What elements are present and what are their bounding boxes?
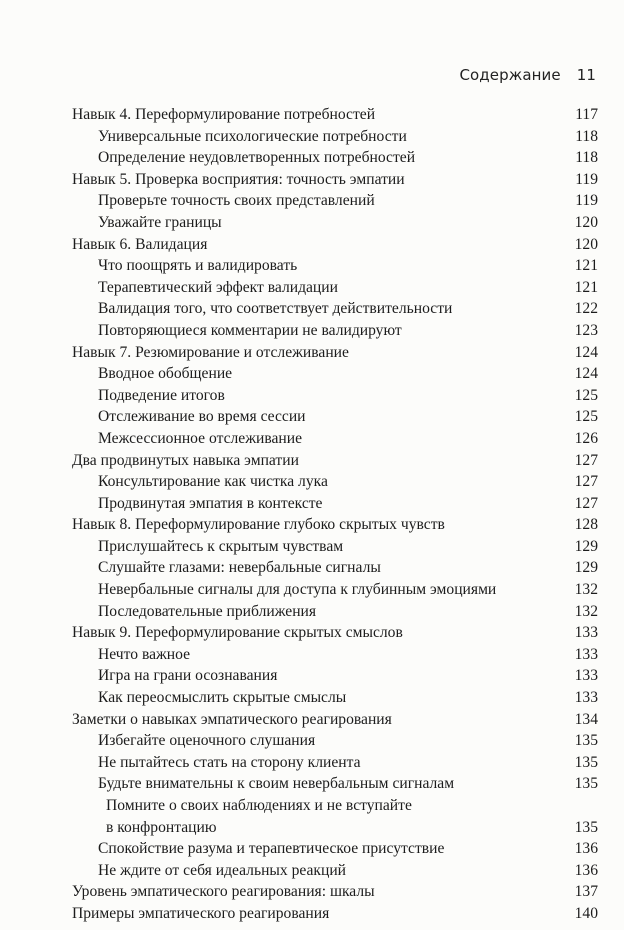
toc-section-entry	[72, 104, 598, 126]
toc-entry-page: 124	[574, 365, 598, 383]
toc-entry-title: Навык 4. Переформулирование потребностей	[72, 106, 376, 123]
toc-entry-title: Как переосмыслить скрытые смыслы	[98, 689, 347, 707]
toc-entry-page: 136	[574, 861, 598, 879]
toc-subsection-entry	[72, 687, 598, 709]
toc-entry-title: Консультирование как чистка лука	[98, 473, 328, 491]
toc-entry-title: Два продвинутых навыка эмпатии	[72, 451, 299, 469]
toc-entry-page: 135	[574, 775, 598, 793]
toc-entry-title: Нечто важное	[98, 645, 191, 663]
toc-entry-page: 121	[574, 278, 598, 296]
toc-section-entry	[72, 234, 598, 256]
toc-entry-page: 125	[574, 408, 598, 426]
toc-subsection-entry	[72, 579, 598, 601]
toc-subsection-entry	[72, 838, 598, 860]
toc-entry-title: Навык 8. Переформулирование глубоко скрытых чувств	[72, 516, 445, 534]
toc-section-entry	[72, 169, 598, 191]
toc-entry-page: 129	[574, 559, 598, 577]
toc-section-entry	[72, 342, 598, 364]
toc-entry-title: Последовательные приближения	[98, 602, 317, 620]
toc-entry-title: Примеры эмпатического реагирования	[72, 904, 330, 922]
toc-subsection-entry	[72, 665, 598, 687]
toc-subsection-entry	[72, 320, 598, 342]
toc-entry-page: 133	[574, 689, 598, 707]
toc-entry-page: 122	[574, 300, 598, 318]
toc-subsection-entry	[72, 190, 598, 212]
page-number: 11	[576, 66, 596, 84]
toc-entry-page: 133	[574, 667, 598, 685]
toc-section-entry	[72, 450, 598, 472]
toc-entry-page: 132	[574, 602, 598, 620]
toc-section-entry	[72, 709, 598, 731]
toc-entry-page: 120	[574, 213, 598, 231]
toc-entry-title: Вводное обобщение	[98, 365, 233, 383]
toc-subsection-entry	[72, 601, 598, 623]
toc-subsection-entry	[72, 385, 598, 407]
toc-entry-page: 127	[574, 494, 598, 512]
toc-subsection-entry	[72, 860, 598, 882]
toc-entry-title: Что поощрять и валидировать	[98, 257, 298, 275]
toc-entry-page: 137	[574, 883, 598, 901]
toc-entry-title: Навык 7. Резюмирование и отслеживание	[72, 343, 349, 361]
toc-entry-page: 127	[574, 473, 598, 491]
toc-subsection-entry	[72, 493, 598, 515]
toc-entry-title: Навык 5. Проверка восприятия: точность эмпатии	[72, 170, 405, 188]
toc-subsection-entry	[72, 255, 598, 277]
toc-entry-page: 134	[574, 710, 598, 728]
toc-entry-page: 124	[574, 343, 598, 361]
toc-entry-title: Избегайте оценочного слушания	[98, 732, 316, 750]
toc-entry-page: 123	[574, 321, 598, 339]
toc-entry-title: Игра на грани осознавания	[98, 667, 278, 685]
section-title: Содержание	[459, 66, 561, 84]
toc-subsection-entry	[72, 644, 598, 666]
toc-entry-page: 125	[574, 386, 598, 404]
table-of-contents	[72, 104, 598, 925]
toc-entry-page: 126	[574, 429, 598, 447]
toc-entry-title: Заметки о навыках эмпатического реагирования	[72, 710, 392, 728]
toc-subsection-entry	[72, 795, 598, 838]
toc-subsection-entry	[72, 752, 598, 774]
toc-subsection-entry	[72, 126, 598, 148]
toc-entry-title: Не пытайтесь стать на сторону клиента	[98, 753, 361, 771]
toc-subsection-entry	[72, 471, 598, 493]
toc-entry-title: Прислушайтесь к скрытым чувствам	[98, 537, 344, 555]
toc-subsection-entry	[72, 147, 598, 169]
toc-entry-title: Невербальные сигналы для доступа к глубинным эмоциями	[98, 581, 497, 599]
toc-subsection-entry	[72, 298, 598, 320]
toc-entry-page: 118	[575, 149, 598, 167]
toc-entry-title: Повторяющиеся комментарии не валидируют	[98, 321, 402, 339]
running-head	[459, 66, 596, 84]
toc-entry-title: Валидация того, что соответствует действительности	[98, 300, 453, 318]
toc-entry-page: 118	[575, 127, 598, 145]
toc-entry-page: 135	[574, 818, 598, 836]
toc-subsection-entry	[72, 277, 598, 299]
toc-entry-title: Терапевтический эффект валидации	[98, 278, 338, 296]
toc-entry-title: Отслеживание во время сессии	[98, 408, 306, 426]
toc-entry-page: 121	[574, 257, 598, 275]
toc-entry-title: Подведение итогов	[98, 386, 225, 404]
toc-entry-page: 132	[574, 581, 598, 599]
toc-entry-page: 119	[575, 170, 598, 188]
toc-section-entry	[72, 622, 598, 644]
toc-entry-page: 127	[574, 451, 598, 469]
toc-entry-title: Межсессионное отслеживание	[98, 429, 303, 447]
toc-entry-title: Помните о своих наблюдениях и не вступайте в конфронтацию	[106, 797, 412, 836]
toc-entry-page: 129	[574, 537, 598, 555]
toc-subsection-entry	[72, 557, 598, 579]
toc-entry-title: Уровень эмпатического реагирования: шкалы	[72, 883, 375, 901]
toc-section-entry	[72, 514, 598, 536]
toc-subsection-entry	[72, 730, 598, 752]
toc-entry-page: 135	[574, 753, 598, 771]
toc-entry-page: 128	[574, 516, 598, 534]
toc-entry-title: Будьте внимательны к своим невербальным сигналам	[98, 775, 455, 793]
toc-entry-title: Продвинутая эмпатия в контексте	[98, 494, 323, 512]
toc-entry-title: Навык 9. Переформулирование скрытых смыслов	[72, 624, 403, 642]
toc-entry-page: 133	[574, 645, 598, 663]
toc-subsection-entry	[72, 773, 598, 795]
toc-subsection-entry	[72, 406, 598, 428]
toc-subsection-entry	[72, 212, 598, 234]
toc-subsection-entry	[72, 363, 598, 385]
toc-entry-title: Проверьте точность своих представлений	[98, 192, 375, 210]
toc-entry-page: 140	[574, 904, 598, 922]
toc-entry-page: 133	[574, 624, 598, 642]
toc-entry-title: Спокойствие разума и терапевтическое присутствие	[98, 840, 445, 858]
toc-entry-title: Универсальные психологические потребности	[98, 127, 407, 145]
toc-section-entry	[72, 881, 598, 903]
toc-entry-page: 135	[574, 732, 598, 750]
toc-entry-page: 120	[574, 235, 598, 253]
toc-subsection-entry	[72, 536, 598, 558]
toc-entry-page: 119	[575, 192, 598, 210]
toc-entry-page: 136	[574, 840, 598, 858]
toc-entry-title: Слушайте глазами: невербальные сигналы	[98, 559, 381, 577]
toc-entry-title: Навык 6. Валидация	[72, 235, 208, 253]
toc-entry-title: Уважайте границы	[98, 213, 222, 231]
toc-entry-page: 117	[575, 106, 598, 123]
toc-subsection-entry	[72, 428, 598, 450]
toc-entry-title: Определение неудовлетворенных потребностей	[98, 149, 416, 167]
toc-entry-title: Не ждите от себя идеальных реакций	[98, 861, 347, 879]
toc-section-entry	[72, 903, 598, 925]
